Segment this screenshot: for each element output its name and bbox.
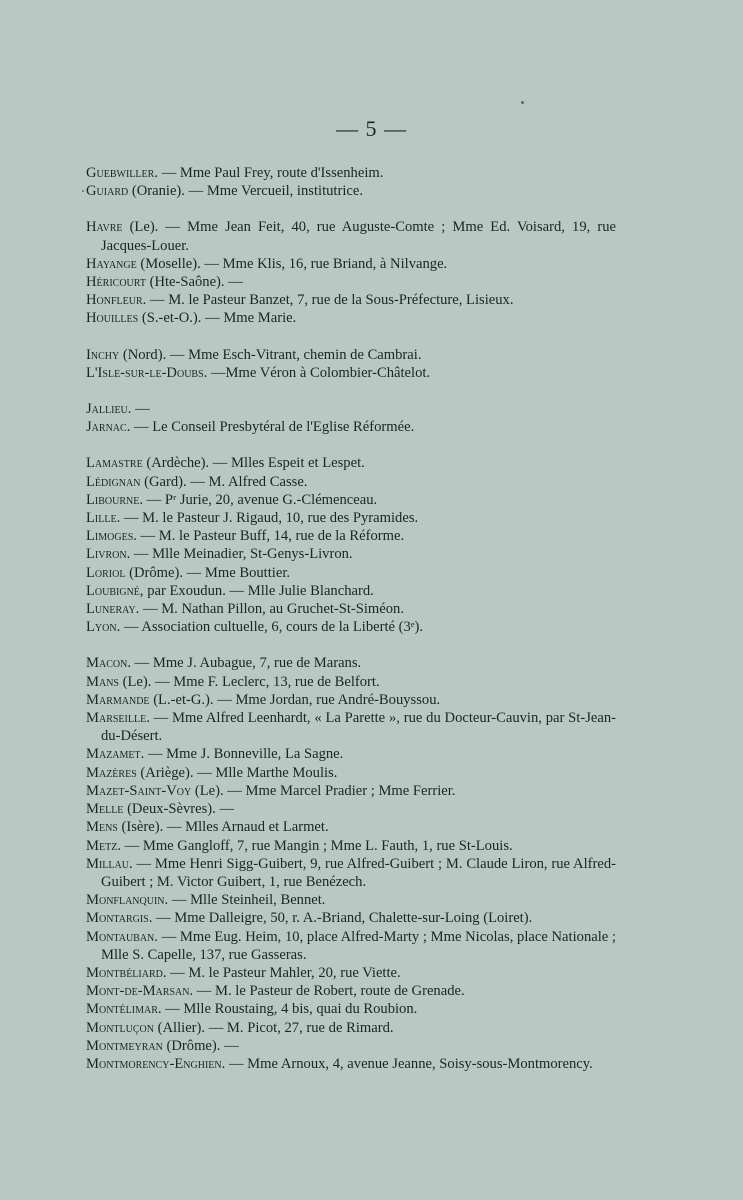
contact-details: (Deux-Sèvres). — [123, 801, 235, 818]
page-number: — 5 — [336, 116, 407, 141]
directory-entry [86, 964, 616, 982]
contact-details: (S.-et-O.). — Mme Marie. [138, 310, 297, 327]
contact-details: . — M. le Pasteur Mahler, 20, rue Viette. [162, 964, 401, 981]
directory-entry [86, 182, 616, 200]
entry-group [86, 346, 616, 382]
place-name: Montauban [86, 928, 155, 945]
place-name: Hayange [86, 255, 137, 272]
directory-entry [86, 909, 616, 927]
contact-details: . —Mme Véron à Colombier-Châtelot. [203, 364, 431, 381]
place-name: Mazères [86, 764, 137, 781]
contact-details: . — M. le Pasteur J. Rigaud, 10, rue des Pyramides. [116, 510, 419, 527]
contact-details: . — Mlle Steinheil, Bennet. [164, 892, 326, 909]
directory-entry [86, 564, 616, 582]
directory-entry [86, 709, 616, 745]
directory-entry [86, 473, 616, 491]
contact-details: . — Mme Eug. Heim, 10, place Alfred-Marty ; Mme Nicolas, place Nationale ; Mlle S. Capelle, 137, rue Gasseras. [101, 928, 616, 963]
contact-details: . — Le Conseil Presbytéral de l'Eglise Réformée. [126, 419, 415, 436]
directory-entry [86, 545, 616, 563]
directory-entry [86, 491, 616, 509]
contact-details: (Oranie). — Mme Vercueil, institutrice. [128, 183, 364, 200]
contact-details: . — [127, 401, 150, 418]
directory-entry [86, 400, 616, 418]
directory-entry [86, 164, 616, 182]
directory-entry [86, 418, 616, 436]
contact-details: . — M. le Pasteur Buff, 14, rue de la Réforme. [133, 528, 405, 545]
contact-details: (Gard). — M. Alfred Casse. [140, 473, 308, 490]
place-name: Livron [86, 546, 127, 563]
directory-listing [86, 164, 616, 1091]
contact-details: . — M. le Pasteur Banzet, 7, rue de la Sous-Préfecture, Lisieux. [142, 292, 514, 309]
place-name: Lille [86, 510, 117, 527]
place-name: Montmorency-Enghien [86, 1055, 222, 1072]
directory-entry [86, 618, 616, 636]
place-name: Inchy [86, 346, 120, 363]
place-name: Montluçon [86, 1019, 154, 1036]
directory-entry [86, 891, 616, 909]
directory-entry [86, 691, 616, 709]
contact-details: . — Mlle Meinadier, St-Genys-Livron. [126, 546, 353, 563]
directory-entry [86, 673, 616, 691]
directory-entry [86, 218, 616, 254]
directory-entry [86, 1000, 616, 1018]
contact-details: . — Pʳ Jurie, 20, avenue G.-Clémenceau. [139, 491, 378, 508]
directory-entry [86, 346, 616, 364]
contact-details: . — Mme Arnoux, 4, avenue Jeanne, Soisy-sous-Montmorency. [221, 1055, 593, 1072]
directory-entry [86, 509, 616, 527]
place-name: Montargis [86, 910, 149, 927]
place-name: L'Isle-sur-le-Doubs [86, 364, 204, 381]
place-name: Honfleur [86, 292, 143, 309]
entry-group [86, 164, 616, 200]
contact-details: . — Mme Alfred Leenhardt, « La Parette », rue du Docteur-Cauvin, par St-Jean-du-Désert. [101, 710, 616, 745]
place-name: Jarnac [86, 419, 127, 436]
directory-entry [86, 273, 616, 291]
directory-entry [86, 1055, 616, 1073]
directory-entry [86, 800, 616, 818]
contact-details: . — Mlle Roustaing, 4 bis, quai du Roubion. [157, 1001, 418, 1018]
contact-details: . — M. le Pasteur de Robert, route de Grenade. [189, 983, 465, 1000]
place-name: Guebwiller [86, 165, 155, 181]
contact-details: (Ardèche). — Mlles Espeit et Lespet. [142, 455, 365, 472]
contact-details: . — M. Nathan Pillon, au Gruchet-St-Siméon. [135, 601, 405, 618]
contact-details: . — Mme J. Bonneville, La Sagne. [140, 746, 344, 763]
place-name: Lamastre [86, 455, 143, 472]
place-name: Macon [86, 655, 128, 672]
entry-group [86, 400, 616, 436]
contact-details: (Le). — Mme F. Leclerc, 13, rue de Belfort. [118, 673, 380, 690]
place-name: Montmeyran [86, 1037, 163, 1054]
contact-details: . — Mme Paul Frey, route d'Issenheim. [154, 165, 384, 181]
entry-group [86, 654, 616, 1073]
directory-entry [86, 855, 616, 891]
contact-details: (Drôme). — [162, 1037, 239, 1054]
contact-details: . — Mme J. Aubague, 7, rue de Marans. [127, 655, 362, 672]
place-name: Montélimar [86, 1001, 158, 1018]
place-name: Marmande [86, 691, 150, 708]
entry-group [86, 454, 616, 636]
place-name: Loubigné [86, 582, 140, 599]
place-name: Lédignan [86, 473, 141, 490]
place-name: Mont-de-Marsan [86, 983, 190, 1000]
contact-details: (Hte-Saône). — [145, 274, 243, 291]
directory-entry [86, 837, 616, 855]
directory-entry [86, 600, 616, 618]
contact-details: . — Mme Henri Sigg-Guibert, 9, rue Alfred-Guibert ; M. Claude Liron, rue Alfred-Guibert ; M. Victor Guibert, 1, rue Benézech. [101, 855, 616, 890]
directory-entry [86, 582, 616, 600]
place-name: Luneray [86, 601, 136, 618]
directory-entry [86, 291, 616, 309]
place-name: Melle [86, 801, 124, 818]
place-name: Mans [86, 673, 119, 690]
place-name: Guiard [86, 183, 129, 200]
directory-entry [86, 309, 616, 327]
directory-entry [86, 1037, 616, 1055]
directory-entry [86, 764, 616, 782]
contact-details: (Allier). — M. Picot, 27, rue de Rimard. [153, 1019, 394, 1036]
directory-entry [86, 654, 616, 672]
place-name: Monflanquin [86, 892, 165, 909]
contact-details: (Nord). — Mme Esch-Vitrant, chemin de Cambrai. [119, 346, 422, 363]
place-name: Mazet-Saint-Voy [86, 782, 192, 799]
place-name: Jallieu [86, 401, 128, 418]
directory-entry [86, 1019, 616, 1037]
place-name: Héricourt [86, 274, 146, 291]
contact-details: . — Association cultuelle, 6, cours de la Liberté (3ᵉ). [116, 619, 424, 636]
contact-details: . — Mme Gangloff, 7, rue Mangin ; Mme L. Fauth, 1, rue St-Louis. [117, 837, 513, 854]
place-name: Limoges [86, 528, 134, 545]
directory-entry [86, 818, 616, 836]
place-name: Marseille [86, 710, 147, 727]
contact-details: (Le). — Mme Marcel Pradier ; Mme Ferrier. [191, 782, 456, 799]
directory-entry [86, 527, 616, 545]
place-name: Lyon [86, 619, 117, 636]
contact-details: (Isère). — Mlles Arnaud et Larmet. [117, 819, 329, 836]
directory-entry [86, 454, 616, 472]
place-name: Millau [86, 855, 129, 872]
paper-speck [521, 101, 524, 104]
directory-entry [86, 255, 616, 273]
contact-details: (Ariège). — Mlle Marthe Moulis. [136, 764, 338, 781]
contact-details: (Le). — Mme Jean Feit, 40, rue Auguste-Comte ; Mme Ed. Voisard, 19, rue Jacques-Louer. [101, 219, 616, 254]
paper-speck [82, 190, 84, 192]
directory-entry [86, 782, 616, 800]
entry-group [86, 218, 616, 327]
contact-details: (Drôme). — Mme Bouttier. [125, 564, 291, 581]
place-name: Metz [86, 837, 118, 854]
contact-details: (Moselle). — Mme Klis, 16, rue Briand, à Nilvange. [136, 255, 448, 272]
place-name: Libourne [86, 491, 140, 508]
place-name: Mazamet [86, 746, 141, 763]
directory-entry [86, 982, 616, 1000]
place-name: Havre [86, 219, 123, 236]
directory-entry [86, 364, 616, 382]
place-name: Houilles [86, 310, 139, 327]
contact-details: (L.-et-G.). — Mme Jordan, rue André-Bouyssou. [149, 691, 441, 708]
directory-entry [86, 745, 616, 763]
place-name: Mens [86, 819, 118, 836]
place-name: Montbéliard [86, 964, 163, 981]
directory-entry [86, 928, 616, 964]
place-name: Loriol [86, 564, 126, 581]
contact-details: , par Exoudun. — Mlle Julie Blanchard. [139, 582, 374, 599]
contact-details: . — Mme Dalleigre, 50, r. A.-Briand, Chalette-sur-Loing (Loiret). [148, 910, 533, 927]
